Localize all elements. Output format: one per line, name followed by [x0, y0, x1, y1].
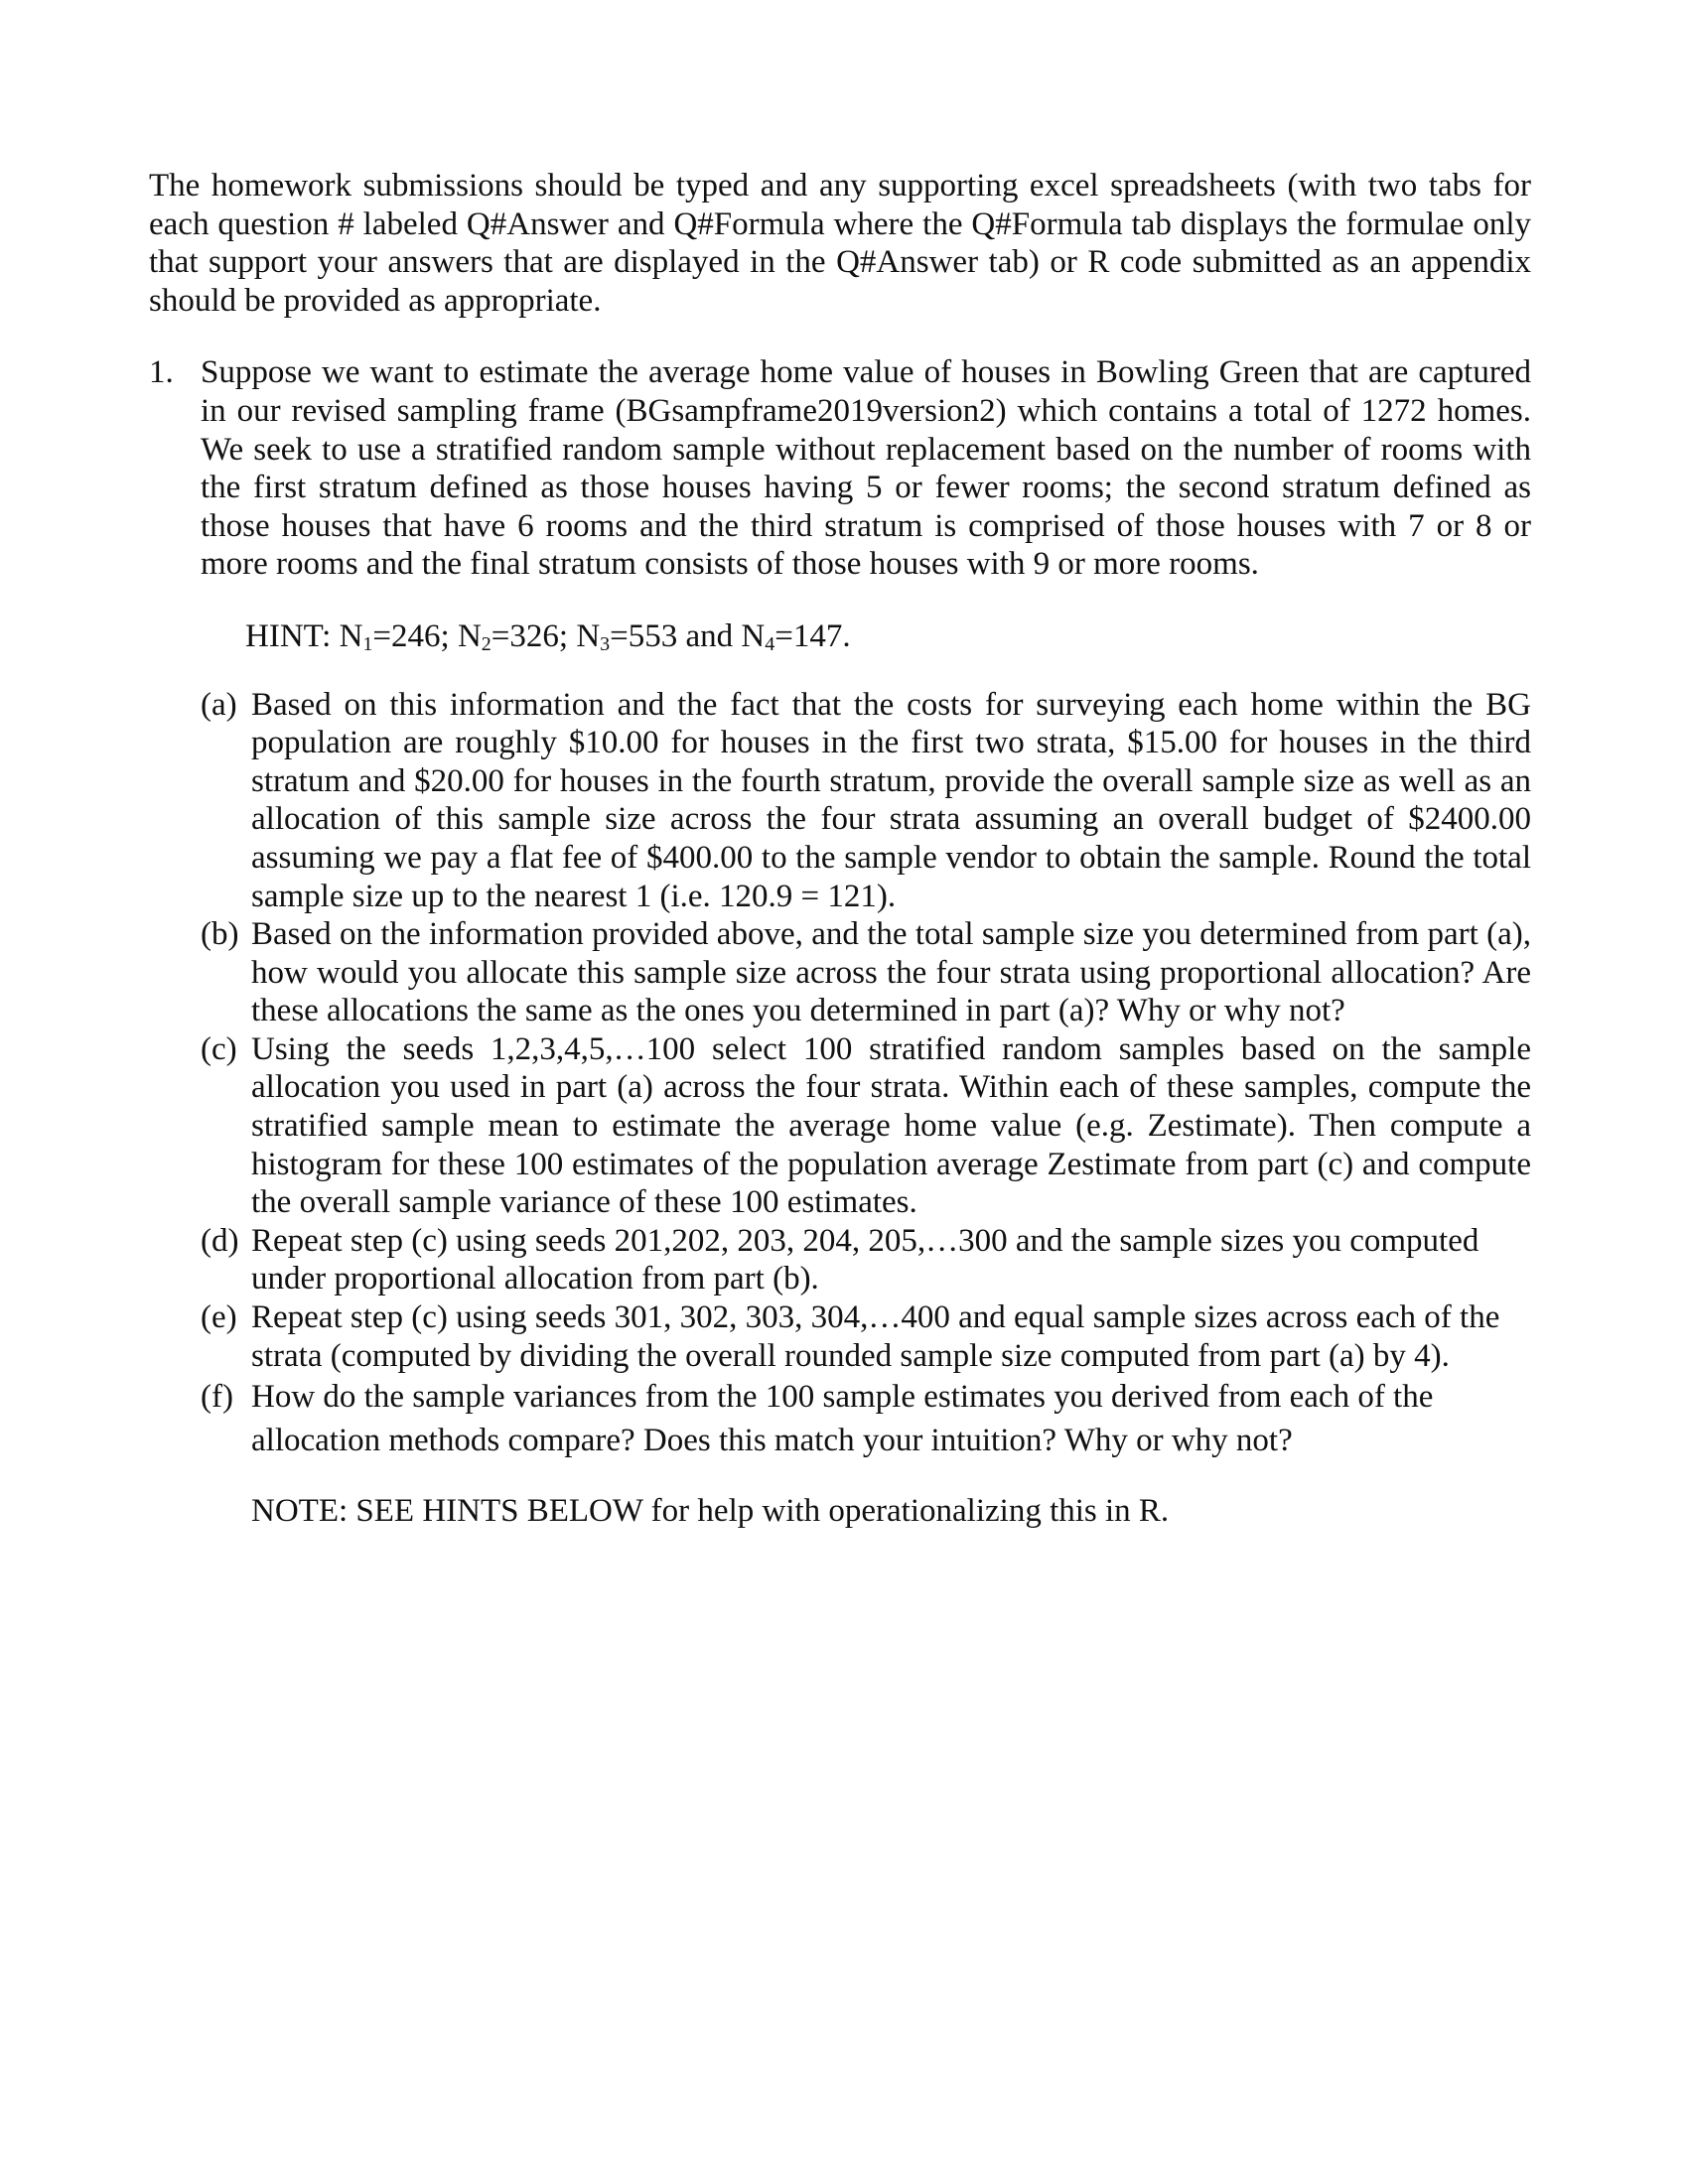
hint-text: =246; N	[372, 617, 482, 654]
hint-subscript: 2	[481, 632, 492, 655]
list-item	[201, 686, 1531, 916]
part-text: Based on the information provided above, and the total sample size you determined from part (a), how would you allocate this sample size across the four strata using proportional allocation? Are these allocations the same as the ones you determined in part (a)? Why or why not?	[251, 916, 1531, 1029]
hint-text: =553 and N	[610, 617, 766, 654]
document-page	[149, 167, 1531, 1531]
hint-text: =147.	[774, 617, 851, 654]
list-item	[201, 1298, 1531, 1375]
hint-line	[245, 617, 1531, 656]
intro-paragraph: The homework submissions should be typed and any supporting excel spreadsheets (with two tabs for each question # labeled Q#Answer and Q#Formula where the Q#Formula tab displays the formulae only that support your answers that are displayed in the Q#Answer tab) or R code submitted as an appendix should be provided as appropriate.	[149, 168, 1531, 319]
note-line: NOTE: SEE HINTS BELOW for help with operationalizing this in R.	[251, 1493, 1170, 1530]
part-letter: (c)	[201, 1030, 237, 1067]
part-letter: (d)	[201, 1222, 239, 1259]
list-item	[201, 915, 1531, 1030]
list-item	[201, 1030, 1531, 1222]
hint-subscript: 4	[765, 632, 775, 655]
part-text: Using the seeds 1,2,3,4,5,…100 select 100 stratified random samples based on the sample allocation you used in part (a) across the four strata. Within each of these samples, compute the stratified sample mean to estimate the average home value (e.g. Zestimate). Then compute a histogram for these 100 estimates of the population average Zestimate from part (c) and compute the overall sample variance of these 100 estimates.	[251, 1030, 1531, 1221]
part-text: Based on this information and the fact that the costs for surveying each home within the BG population are roughly $10.00 for houses in the first two strata, $15.00 for houses in the third stratum and $20.00 for houses in the fourth stratum, provide the overall sample size as well as an allocation of this sample size across the four strata assuming an overall budget of $2400.00 assuming we pay a flat fee of $400.00 to the sample vendor to obtain the sample. Round the total sample size up to the nearest 1 (i.e. 120.9 = 121).	[251, 686, 1531, 914]
hint-subscript: 1	[362, 632, 373, 655]
part-text: How do the sample variances from the 100 sample estimates you derived from each of the allocation methods compare? Does this match your intuition? Why or why not?	[251, 1379, 1434, 1459]
question-text: Suppose we want to estimate the average home value of houses in Bowling Green that are captured in our revised sampling frame (BGsampframe2019version2) which contains a total of 1272 homes. We seek to use a stratified random sample without replacement based on the number of rooms with the first stratum defined as those houses having 5 or fewer rooms; the second stratum defined as those houses that have 6 rooms and the third stratum is comprised of those houses with 7 or 8 or more rooms and the final stratum consists of those houses with 9 or more rooms.	[201, 354, 1531, 583]
part-letter: (f)	[201, 1379, 233, 1416]
question-parts-list	[201, 686, 1531, 1463]
list-item	[201, 1222, 1531, 1298]
list-item	[201, 1375, 1531, 1462]
question-number: 1.	[149, 354, 174, 391]
part-letter: (e)	[201, 1299, 237, 1336]
hint-text: HINT: N	[245, 617, 363, 654]
question-1	[149, 353, 1531, 1530]
part-text: Repeat step (c) using seeds 201,202, 203, 204, 205,…300 and the sample sizes you computed under proportional allocation from part (b).	[251, 1222, 1479, 1297]
part-letter: (b)	[201, 916, 239, 953]
part-text: Repeat step (c) using seeds 301, 302, 303, 304,…400 and equal sample sizes across each of the strata (computed by dividing the overall rounded sample size computed from part (a) by 4).	[251, 1299, 1500, 1374]
part-letter: (a)	[201, 686, 237, 723]
hint-subscript: 3	[600, 632, 611, 655]
hint-text: =326; N	[491, 617, 601, 654]
